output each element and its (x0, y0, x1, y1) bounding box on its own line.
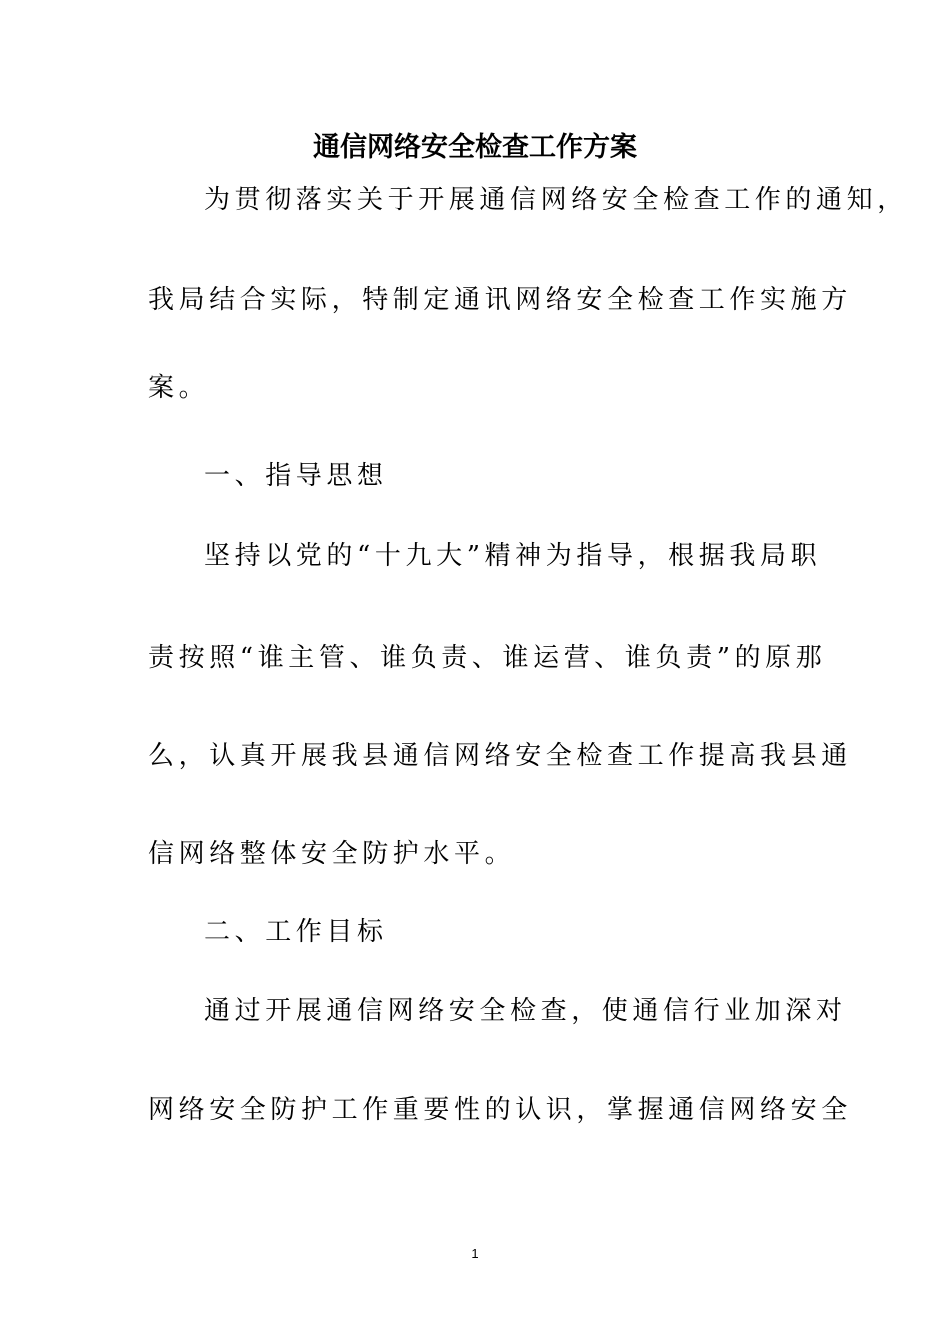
section-heading: 二、工作目标 (204, 917, 388, 947)
paragraph-line: 通过开展通信网络安全检查，使通信行业加深对 (204, 996, 847, 1026)
paragraph-line: 案。 (148, 373, 210, 403)
paragraph-line: 么，认真开展我县通信网络安全检查工作提高我县通 (148, 741, 852, 771)
paragraph-line: 我局结合实际，特制定通讯网络安全检查工作实施方 (148, 285, 852, 315)
section-heading: 一、指导思想 (204, 461, 388, 491)
page-number: 1 (471, 1246, 479, 1261)
paragraph-line: 坚持以党的“十九大”精神为指导，根据我局职 (204, 541, 822, 571)
paragraph-line: 网络安全防护工作重要性的认识，掌握通信网络安全 (148, 1095, 852, 1125)
paragraph-line: 信网络整体安全防护水平。 (148, 839, 516, 869)
document-title: 通信网络安全检查工作方案 (313, 132, 637, 163)
paragraph-line: 为贯彻落实关于开展通信网络安全检查工作的通知， (204, 185, 908, 215)
paragraph-line: 责按照“谁主管、谁负责、谁运营、谁负责”的原那 (148, 643, 827, 673)
